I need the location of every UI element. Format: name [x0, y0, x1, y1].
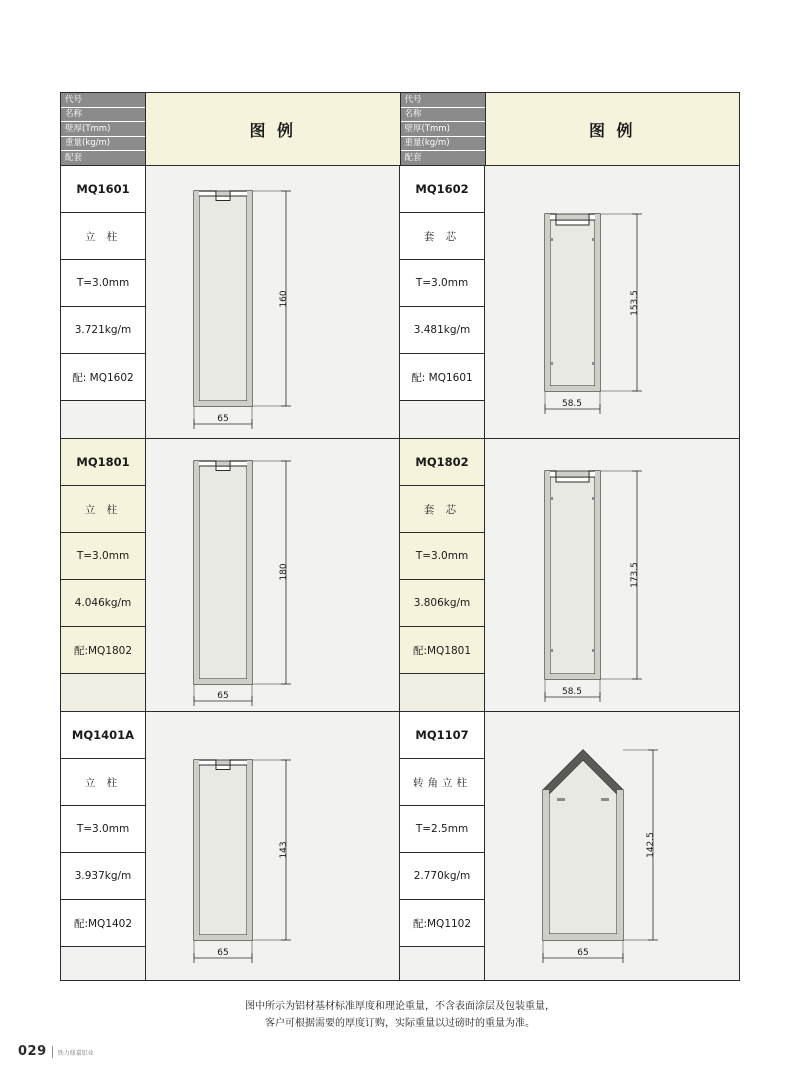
product-weight: 3.937kg/m: [61, 853, 145, 900]
dim-width-text: 58.5: [561, 687, 583, 697]
spec-filler: [400, 674, 484, 711]
dim-width-text: 65: [217, 948, 229, 958]
table-body: [61, 165, 739, 980]
footer-brand: 铁力鼎嘉铝业: [57, 1050, 94, 1057]
dim-height-text: 160: [279, 290, 289, 308]
product-pairing: 配:MQ1802: [61, 627, 145, 674]
spec-column: [61, 166, 146, 438]
product-weight: 4.046kg/m: [61, 580, 145, 627]
header-label-column-left: [61, 93, 146, 165]
header-label-code-2: 代号: [401, 93, 485, 108]
product-name: 立 柱: [61, 213, 145, 260]
product-code: MQ1107: [400, 712, 484, 759]
product-weight: 3.721kg/m: [61, 307, 145, 354]
spec-column: [400, 166, 485, 438]
product-catalog-table: [60, 92, 740, 981]
header-label-pairing: 配套: [61, 151, 145, 165]
dim-width-text: 58.5: [561, 399, 583, 409]
product-code: MQ1601: [61, 166, 145, 213]
header-label-thickness: 壁厚(Tmm): [61, 122, 145, 137]
product-cell-mq1601: [61, 166, 400, 438]
table-header-row: [61, 93, 739, 165]
figure-rect-column-160: [146, 166, 399, 438]
product-weight: 3.481kg/m: [400, 307, 484, 354]
product-name: 立 柱: [61, 486, 145, 533]
product-pairing: 配:MQ1801: [400, 627, 484, 674]
figure-sleeve-core-173: [485, 439, 739, 711]
header-label-pairing-2: 配套: [401, 151, 485, 165]
spec-filler: [61, 401, 145, 438]
figure-rect-column-143: [146, 712, 399, 980]
product-pairing: 配:MQ1402: [61, 900, 145, 947]
header-label-column-right: [401, 93, 486, 165]
product-name: 立 柱: [61, 759, 145, 806]
table-row: [61, 711, 739, 980]
spec-column: [400, 439, 485, 711]
spec-filler: [61, 674, 145, 711]
table-row: [61, 438, 739, 711]
spec-column: [61, 712, 146, 980]
product-code: MQ1401A: [61, 712, 145, 759]
product-thickness: T=3.0mm: [61, 806, 145, 853]
header-label-thickness-2: 壁厚(Tmm): [401, 122, 485, 137]
dim-width-text: 65: [577, 948, 589, 958]
figure-corner-column-142: [485, 712, 739, 980]
figure-sleeve-core-153: [485, 166, 739, 438]
dim-height-text: 173.5: [630, 562, 640, 588]
header-label-weight: 重量(kg/m): [61, 137, 145, 152]
figure-rect-column-180: [146, 439, 399, 711]
spec-filler: [61, 947, 145, 980]
header-label-name-2: 名称: [401, 108, 485, 123]
page-number: 029: [18, 1044, 47, 1059]
page-footer: [18, 1044, 94, 1059]
spec-filler: [400, 401, 484, 438]
product-thickness: T=3.0mm: [400, 533, 484, 580]
header-label-code: 代号: [61, 93, 145, 108]
footnote: [60, 998, 740, 1032]
product-thickness: T=3.0mm: [400, 260, 484, 307]
product-pairing: 配: MQ1601: [400, 354, 484, 401]
product-weight: 3.806kg/m: [400, 580, 484, 627]
product-pairing: 配: MQ1602: [61, 354, 145, 401]
product-name: 套 芯: [400, 213, 484, 260]
product-pairing: 配:MQ1102: [400, 900, 484, 947]
product-cell-mq1107: [400, 712, 739, 980]
product-name: 转角立柱: [400, 759, 484, 806]
product-cell-mq1602: [400, 166, 739, 438]
product-name: 套 芯: [400, 486, 484, 533]
product-code: MQ1801: [61, 439, 145, 486]
product-code: MQ1602: [400, 166, 484, 213]
spec-column: [61, 439, 146, 711]
product-thickness: T=3.0mm: [61, 260, 145, 307]
dim-height-text: 153.5: [630, 290, 640, 316]
dim-width-text: 65: [217, 414, 229, 424]
product-cell-mq1802: [400, 439, 739, 711]
product-weight: 2.770kg/m: [400, 853, 484, 900]
dim-width-text: 65: [217, 691, 229, 701]
dim-height-text: 180: [279, 563, 289, 581]
product-thickness: T=3.0mm: [61, 533, 145, 580]
spec-column: [400, 712, 485, 980]
footnote-line-2: 客户可根据需要的厚度订购，实际重量以过磅时的重量为准。: [265, 1018, 535, 1029]
table-row: [61, 165, 739, 438]
header-figure-left: 图 例: [146, 93, 401, 165]
product-cell-mq1801: [61, 439, 400, 711]
spec-filler: [400, 947, 484, 980]
dim-height-text: 143: [279, 841, 289, 859]
dim-height-text: 142.5: [646, 832, 656, 858]
header-label-weight-2: 重量(kg/m): [401, 137, 485, 152]
product-cell-mq1401a: [61, 712, 400, 980]
header-label-name: 名称: [61, 108, 145, 123]
product-code: MQ1802: [400, 439, 484, 486]
footer-divider: [52, 1046, 53, 1058]
product-thickness: T=2.5mm: [400, 806, 484, 853]
footnote-line-1: 图中所示为铝材基材标准厚度和理论重量，不含表面涂层及包装重量，: [245, 1001, 555, 1012]
header-figure-right: 图 例: [486, 93, 740, 165]
